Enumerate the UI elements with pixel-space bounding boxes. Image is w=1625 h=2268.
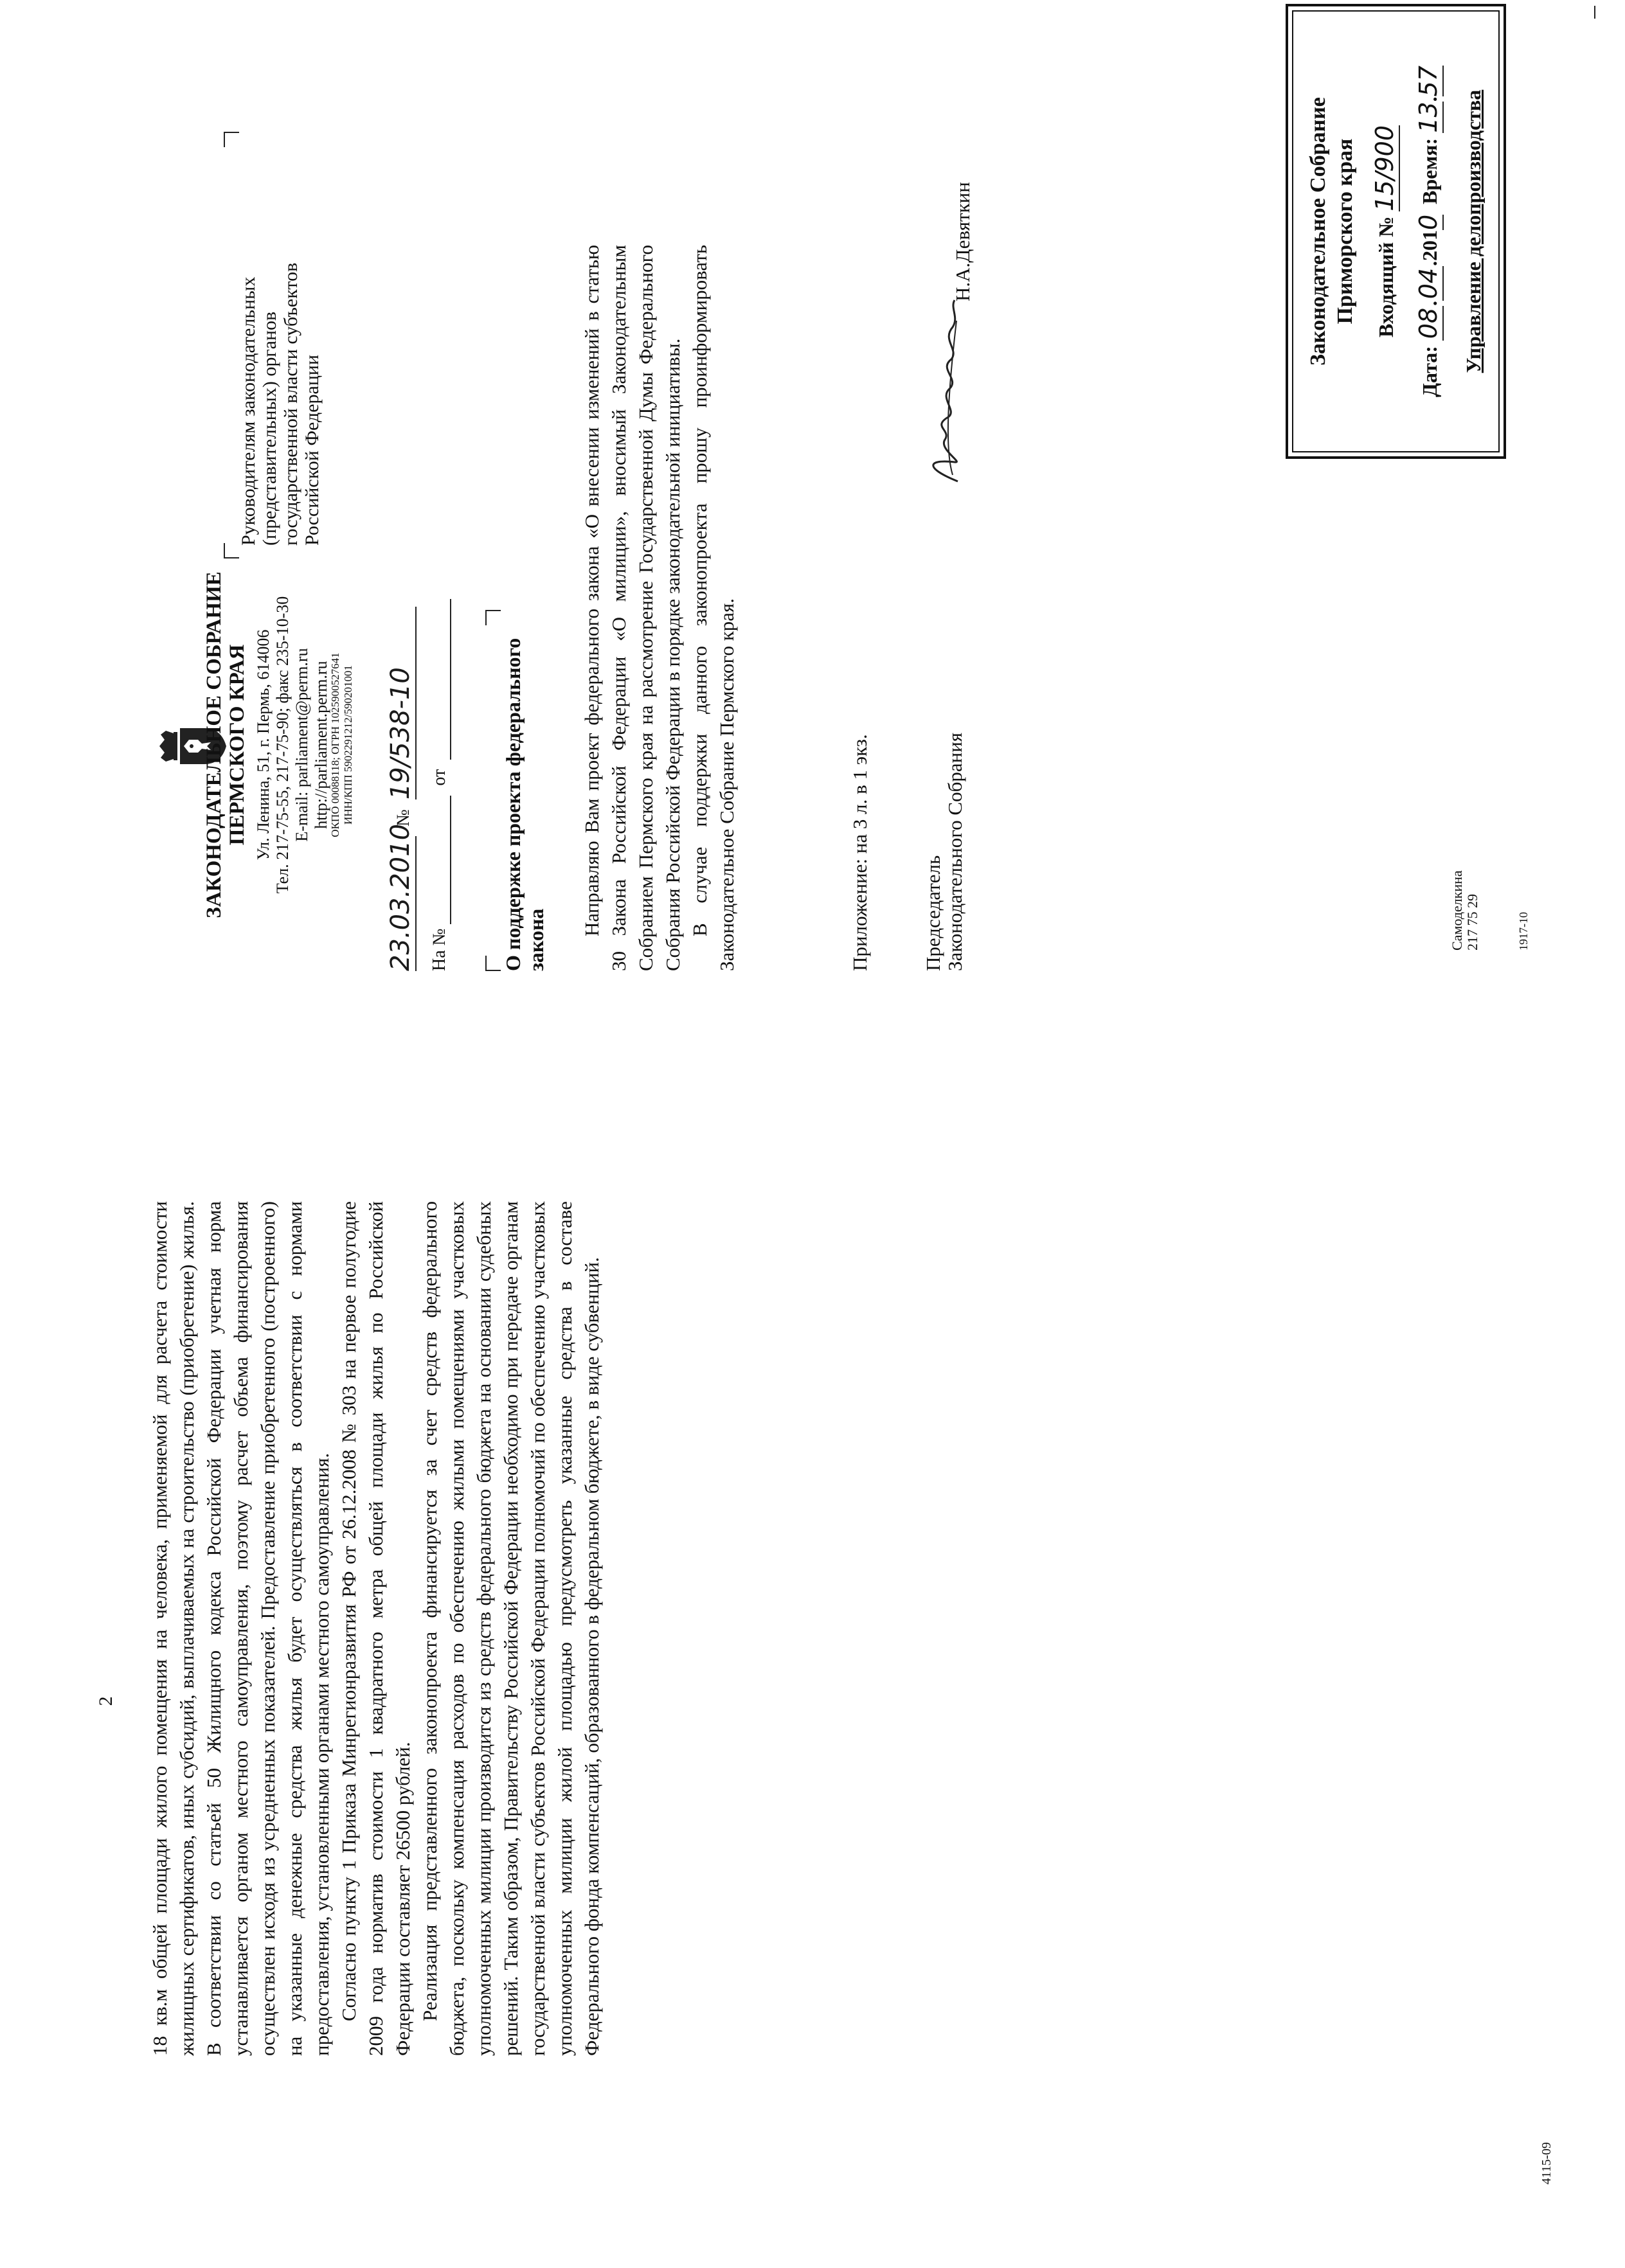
handwritten-signature — [919, 295, 971, 488]
outgoing-date: 23.03.2010 — [386, 823, 415, 971]
subject-corner-mark — [485, 610, 501, 625]
signer-title — [922, 733, 966, 971]
org-codes — [329, 533, 355, 957]
outgoing-number-label: № — [393, 809, 413, 826]
ref-number-blank — [429, 796, 451, 924]
org-contacts — [254, 481, 331, 1008]
paragraph: 18 кв.м общей площади жилого помещения на человека, применяемой для расчета стоимости жилищных сертификатов, иных субсидий, выплачиваемых на строительство (приобретение) жилья. В соответствии со статьей 50 Жилищного кодекса Российской Федерации учетная норма устанавливается органом местного самоуправления, поэтому расчет объема финансирования осуществлен исходя из усредненных показателей. Предоставление приобретенного (построенного) на указанные денежные средства жилья будет осуществляться в соответствии с нормами предоставления, установленными органами местного самоуправления. — [148, 1201, 333, 2056]
org-website: http://parliament.perm.ru — [312, 661, 330, 829]
org-codes-line: ИНН/КПП 5902291212/590201001 — [342, 665, 354, 825]
paragraph: В случае поддержки данного законопроекта прошу проинформировать Законодательное Собрание Пермского края. — [688, 245, 738, 971]
subject-line: О поддержке проекта федерального — [501, 638, 525, 971]
addressee-line: (представительных) органов — [259, 311, 280, 546]
reference-line — [429, 560, 451, 971]
signer-title-line: Законодательного Собрания — [944, 732, 966, 971]
stamp-time-hours: 13 — [1414, 102, 1442, 133]
page-2-body — [147, 1201, 606, 2056]
outgoing-number: 19/538-10 — [386, 607, 417, 799]
ref-from-label: от — [429, 769, 449, 786]
addressee-line: Российской Федерации — [301, 354, 323, 546]
org-address: Ул. Ленина, 51, г. Пермь, 614006 — [254, 629, 273, 861]
org-name-line: ПЕРМСКОГО КРАЯ — [226, 644, 249, 846]
letter-body — [579, 245, 741, 971]
stamp-department: Управление делопроизводства — [1462, 89, 1485, 373]
paragraph: Направляю Вам проект федерального закона «О внесении изменений в статью 30 Закона Российской Федерации «О милиции», вносимый Законодательным Собранием Пермского края на рассмотрение Государственной Думы Федерального Собрания Российской Федерации в порядке законодательной инициативы. — [580, 245, 684, 971]
outgoing-registration — [386, 560, 417, 971]
signer-name: Н.А.Девяткин — [951, 182, 974, 301]
org-email: E-mail: parliament@perm.ru — [292, 648, 311, 842]
stamp-incoming-number: 15/900 — [1370, 125, 1399, 211]
stamp-date-day: 08 — [1414, 306, 1444, 341]
stamp-time-minutes: 57 — [1414, 66, 1442, 97]
stamp-date-month: 04 — [1414, 266, 1444, 301]
stamp-incoming-label: Входящий № — [1374, 216, 1397, 338]
addressee-corner-mark — [224, 543, 239, 558]
addressee — [238, 134, 323, 546]
org-codes-line: ОКПО 00088118; ОГРН 1025900527641 — [329, 652, 341, 837]
paragraph: Реализация представленного законопроекта финансируется за счет средств федерального бюджета, поскольку компенсация расходов по обеспечению жилыми помещениями участковых уполномоченных милиции производится из средств федерального бюджета на основании судебных решений. Таким образом, Правительству Российской Федерации необходимо при передаче органам государственной власти субъектов Российской Федерации полномочий по обеспечению участковых уполномоченных милиции жилой площадью предусмотреть указанные средства в составе Федерального фонда компенсаций, образованного в федеральном бюджете, в виде субвенций. — [418, 1201, 603, 2056]
form-code: 1917-10 — [1517, 912, 1530, 951]
stamp-date-label: Дата: — [1418, 346, 1441, 397]
ref-date-blank — [429, 599, 451, 760]
org-name — [202, 533, 249, 957]
executor-info — [1450, 870, 1480, 951]
executor-phone: 217 75 29 — [1464, 894, 1480, 951]
stamp-date-year-suffix: 0 — [1414, 214, 1442, 231]
subject-corner-mark — [485, 956, 501, 971]
page-2 — [0, 1134, 1625, 2268]
addressee-corner-mark — [224, 132, 239, 147]
org-name-line: ЗАКОНОДАТЕЛЬНОЕ СОБРАНИЕ — [202, 571, 226, 918]
attachment-note: Приложение: на 3 л. в 1 экз. — [848, 734, 871, 971]
page-number: 2 — [95, 1696, 116, 1706]
stamp-time-label: Время: — [1418, 138, 1441, 204]
paragraph: Согласно пункту 1 Приказа Минрегионразвития РФ от 26.12.2008 № 303 на первое полугодие 2009 года норматив стоимости 1 квадратного метра общей площади жилья по Российской Федерации составляет 26500 рублей. — [337, 1201, 414, 2056]
org-phones: Тел. 217-75-55, 217-75-90; факс 235-10-30 — [273, 596, 292, 894]
stamp-date-time: Дата: 08.04.2010 Время: 13.57 — [1414, 66, 1442, 397]
stamp-incoming — [1370, 6, 1400, 456]
subject-line: закона — [525, 908, 548, 971]
addressee-line: государственной власти субъектов — [280, 262, 301, 546]
scan-edge-mark — [1594, 6, 1595, 19]
form-code: 4115-09 — [1540, 2142, 1554, 2184]
ref-label: На № — [429, 928, 449, 971]
stamp-org-line: Законодательное Собрание — [1306, 97, 1330, 366]
signer-title-line: Председатель — [922, 855, 944, 971]
executor-name: Самоделкина — [1449, 870, 1465, 951]
stamp-date-year-prefix: .201 — [1418, 230, 1441, 267]
incoming-stamp — [1286, 4, 1506, 459]
addressee-line: Руководителям законодательных — [238, 276, 259, 546]
letter-subject — [501, 611, 548, 971]
stamp-org-line: Приморского края — [1333, 138, 1357, 325]
